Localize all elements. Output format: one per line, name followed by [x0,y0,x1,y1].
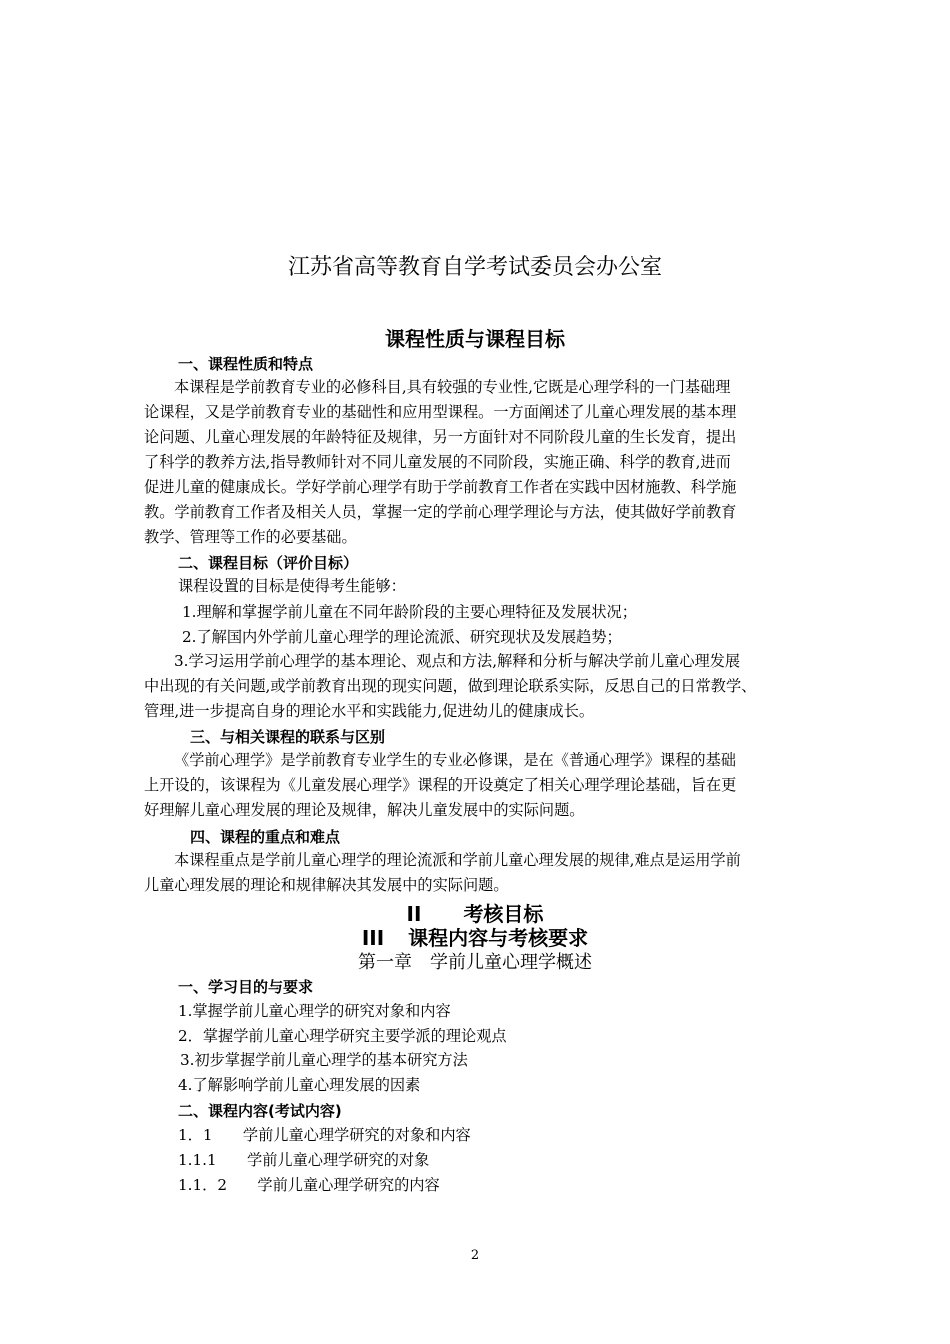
text-line: 论课程，又是学前教育专业的基础性和应用型课程。一方面阐述了儿童心理发展的基本理 [144,403,737,421]
text-line: 论问题、儿童心理发展的年龄特征及规律，另一方面针对不同阶段儿童的生长发育，提出 [144,428,737,446]
content-item: 1.1．2 学前儿童心理学研究的内容 [178,1176,440,1194]
heading-learning-goals: 一、学习目的与要求 [178,978,314,996]
learning-goal-item: 1.掌握学前儿童心理学的研究对象和内容 [178,1002,451,1020]
content-item: 1．1 学前儿童心理学研究的对象和内容 [178,1126,471,1144]
text-line: 教。学前教育工作者及相关人员，掌握一定的学前心理学理论与方法，使其做好学前教育 [144,503,737,521]
content-item: 1.1.1 学前儿童心理学研究的对象 [178,1151,430,1169]
office-heading: 江苏省高等教育自学考试委员会办公室 [287,255,662,280]
heading-course-content: 二、课程内容(考试内容) [178,1102,342,1120]
section-number: III [361,926,385,950]
section-title-text: 课程内容与考核要求 [408,926,589,950]
text-line: 了科学的教养方法,指导教师针对不同儿童发展的不同阶段，实施正确、科学的教育,进而 [144,453,731,471]
text-line: 本课程重点是学前儿童心理学的理论流派和学前儿童心理发展的规律,难点是运用学前 [174,851,741,869]
text-line: 中出现的有关问题,或学前教育出现的现实问题，做到理论联系实际，反思自己的日常教学、 [144,677,757,695]
paragraph-course-nature [144,375,810,550]
paragraph-key-points [144,848,810,898]
paragraph-related-courses [144,748,810,823]
text-line: 上开设的，该课程为《儿童发展心理学》课程的开设奠定了相关心理学理论基础，旨在更 [144,776,737,794]
heading-key-points: 四、课程的重点和难点 [190,828,341,846]
learning-goal-item: 4.了解影响学前儿童心理发展的因素 [178,1076,421,1094]
heading-related-courses: 三、与相关课程的联系与区别 [190,728,386,746]
section-title-nature-goals: 课程性质与课程目标 [385,327,565,351]
goal-item-1: 1.理解和掌握学前儿童在不同年龄阶段的主要心理特征及发展状况； [182,603,637,621]
text-line: 教学、管理等工作的必要基础。 [144,528,357,546]
section-title-text: 考核目标 [463,902,544,926]
learning-goal-item: 2．掌握学前儿童心理学研究主要学派的理论观点 [178,1027,507,1045]
goals-intro: 课程设置的目标是使得考生能够： [178,577,406,595]
text-line: 管理,进一步提高自身的理论水平和实践能力,促进幼儿的健康成长。 [144,702,595,720]
text-line: 儿童心理发展的理论和规律解决其发展中的实际问题。 [144,876,509,894]
goal-item-2: 2.了解国内外学前儿童心理学的理论流派、研究现状及发展趋势； [182,628,622,646]
section-title-content-requirements [0,922,950,951]
text-line: 《学前心理学》是学前教育专业学生的专业必修课，是在《普通心理学》课程的基础 [174,751,736,769]
section-number: II [406,902,422,926]
page-number: 2 [470,1248,480,1263]
text-line: 好理解儿童心理发展的理论及规律，解决儿童发展中的实际问题。 [144,801,585,819]
text-line: 促进儿童的健康成长。学好学前心理学有助于学前教育工作者在实践中因材施教、科学施 [144,478,737,496]
heading-course-goals: 二、课程目标（评价目标） [178,554,359,572]
goal-item-3 [144,649,810,724]
chapter-title: 第一章 学前儿童心理学概述 [358,952,592,973]
text-line: 本课程是学前教育专业的必修科目,具有较强的专业性,它既是心理学科的一门基础理 [174,378,731,396]
learning-goal-item: 3.初步掌握学前儿童心理学的基本研究方法 [180,1051,468,1069]
text-line: 3.学习运用学前心理学的基本理论、观点和方法,解释和分析与解决学前儿童心理发展 [174,652,741,670]
heading-course-nature: 一、课程性质和特点 [178,355,314,373]
